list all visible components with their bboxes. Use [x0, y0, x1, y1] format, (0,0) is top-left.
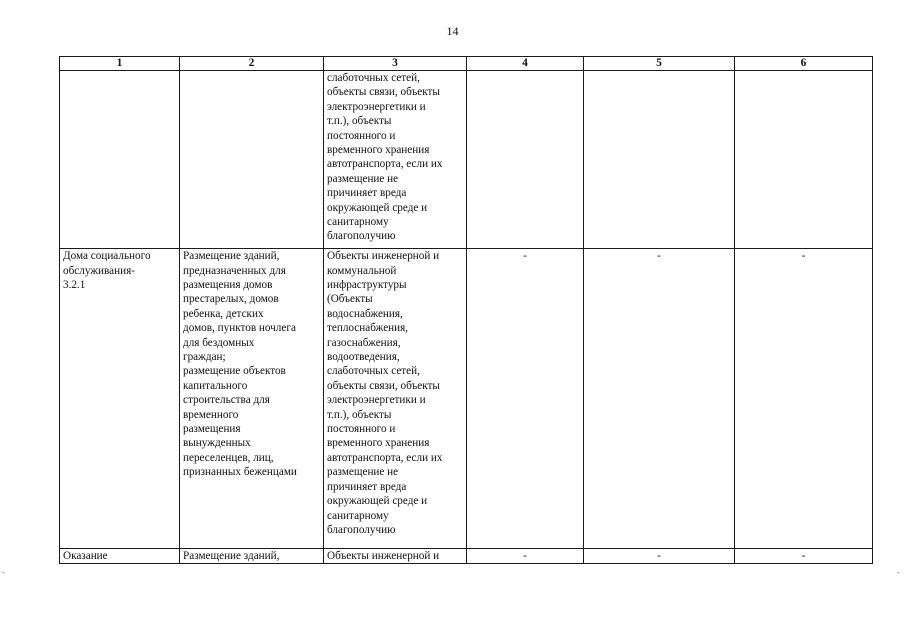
- text-line: временного хранения: [327, 437, 430, 450]
- scan-edge-mark-right: -: [897, 568, 900, 577]
- cell-description: Размещение зданий,: [180, 548, 324, 563]
- page-number: 14: [446, 24, 459, 38]
- text-line: слаботочных сетей,: [327, 72, 420, 84]
- cell-col-6: -: [735, 548, 873, 563]
- text-line: размещения: [183, 423, 241, 436]
- text-line: для бездомных: [183, 336, 255, 349]
- text-line: временного хранения: [327, 144, 430, 157]
- text-line: постоянного и: [327, 129, 396, 142]
- text-line: газоснабжения,: [327, 336, 401, 349]
- text-line: размещения домов: [183, 279, 273, 292]
- cell-col-4: -: [467, 249, 584, 548]
- text-line: временного: [183, 408, 239, 421]
- text-line: водоотведения,: [327, 351, 400, 364]
- table-row: [60, 71, 873, 249]
- text-line: причиняет вреда: [327, 480, 407, 493]
- text-line: постоянного и: [327, 423, 396, 436]
- text-line: признанных беженцами: [183, 466, 297, 479]
- text-line: капитального: [183, 379, 248, 392]
- header-col-4: 4: [467, 57, 584, 71]
- text-line: теплоснабжения,: [327, 322, 409, 335]
- cell-description: [180, 249, 324, 548]
- text-line: санитарному: [327, 216, 389, 229]
- cell-name: [60, 249, 180, 548]
- text-line: санитарному: [327, 509, 389, 522]
- text-line: Дома социального: [63, 250, 151, 263]
- text-line: автотранспорта, если их: [327, 451, 443, 464]
- text-line: автотранспорта, если их: [327, 158, 443, 171]
- text-line: слаботочных сетей,: [327, 365, 420, 378]
- cell-auxiliary-uses: [324, 249, 467, 548]
- header-col-6: 6: [735, 57, 873, 71]
- text-line: благополучию: [327, 523, 396, 536]
- cell-auxiliary-uses: [324, 71, 467, 249]
- text-line: электроэнергетики и: [327, 100, 426, 113]
- cell-col-6: [735, 71, 873, 249]
- text-line: окружающей среде и: [327, 495, 428, 508]
- header-row: [60, 57, 873, 71]
- text-line: предназначенных для: [183, 264, 286, 277]
- text-line: инфраструктуры: [327, 279, 407, 292]
- text-line: т.п.), объекты: [327, 408, 392, 421]
- text-line: домов, пунктов ночлега: [183, 322, 296, 335]
- table-row: [60, 249, 873, 548]
- cell-col-5: [584, 71, 735, 249]
- text-line: коммунальной: [327, 264, 397, 277]
- table-row: [60, 548, 873, 563]
- text-line: водоснабжения,: [327, 307, 403, 320]
- text-line: 3.2.1: [63, 279, 86, 292]
- text-line: объекты связи, объекты: [327, 86, 440, 99]
- cell-col-4: -: [467, 548, 584, 563]
- text-line: вынужденных: [183, 437, 251, 450]
- text-line: объекты связи, объекты: [327, 379, 440, 392]
- cell-auxiliary-uses: Объекты инженерной и: [324, 548, 467, 563]
- text-line: (Объекты: [327, 293, 373, 306]
- header-col-1: 1: [60, 57, 180, 71]
- text-line: переселенцев, лиц,: [183, 451, 274, 464]
- text-line: окружающей среде и: [327, 201, 428, 214]
- cell-col-5: -: [584, 249, 735, 548]
- land-use-table: [59, 56, 873, 564]
- text-line: обслуживания-: [63, 264, 135, 277]
- text-line: размещение объектов: [183, 365, 286, 378]
- cell-name: Оказание: [60, 548, 180, 563]
- header-col-2: 2: [180, 57, 324, 71]
- text-line: размещение не: [327, 172, 399, 185]
- text-line: ребенка, детских: [183, 307, 264, 320]
- cell-col-5: -: [584, 548, 735, 563]
- text-line: благополучию: [327, 230, 396, 243]
- cell-description: [180, 71, 324, 249]
- header-col-3: 3: [324, 57, 467, 71]
- text-line: престарелых, домов: [183, 293, 279, 306]
- header-col-5: 5: [584, 57, 735, 71]
- cell-name: [60, 71, 180, 249]
- text-line: Объекты инженерной и: [327, 250, 440, 263]
- cell-col-6: -: [735, 249, 873, 548]
- cell-col-4: [467, 71, 584, 249]
- text-line: причиняет вреда: [327, 187, 407, 200]
- text-line: электроэнергетики и: [327, 394, 426, 407]
- scan-edge-mark-left: -: [2, 568, 5, 577]
- text-line: размещение не: [327, 466, 399, 479]
- text-line: Размещение зданий,: [183, 250, 280, 263]
- text-line: т.п.), объекты: [327, 115, 392, 128]
- text-line: строительства для: [183, 394, 270, 407]
- text-line: граждан;: [183, 351, 226, 364]
